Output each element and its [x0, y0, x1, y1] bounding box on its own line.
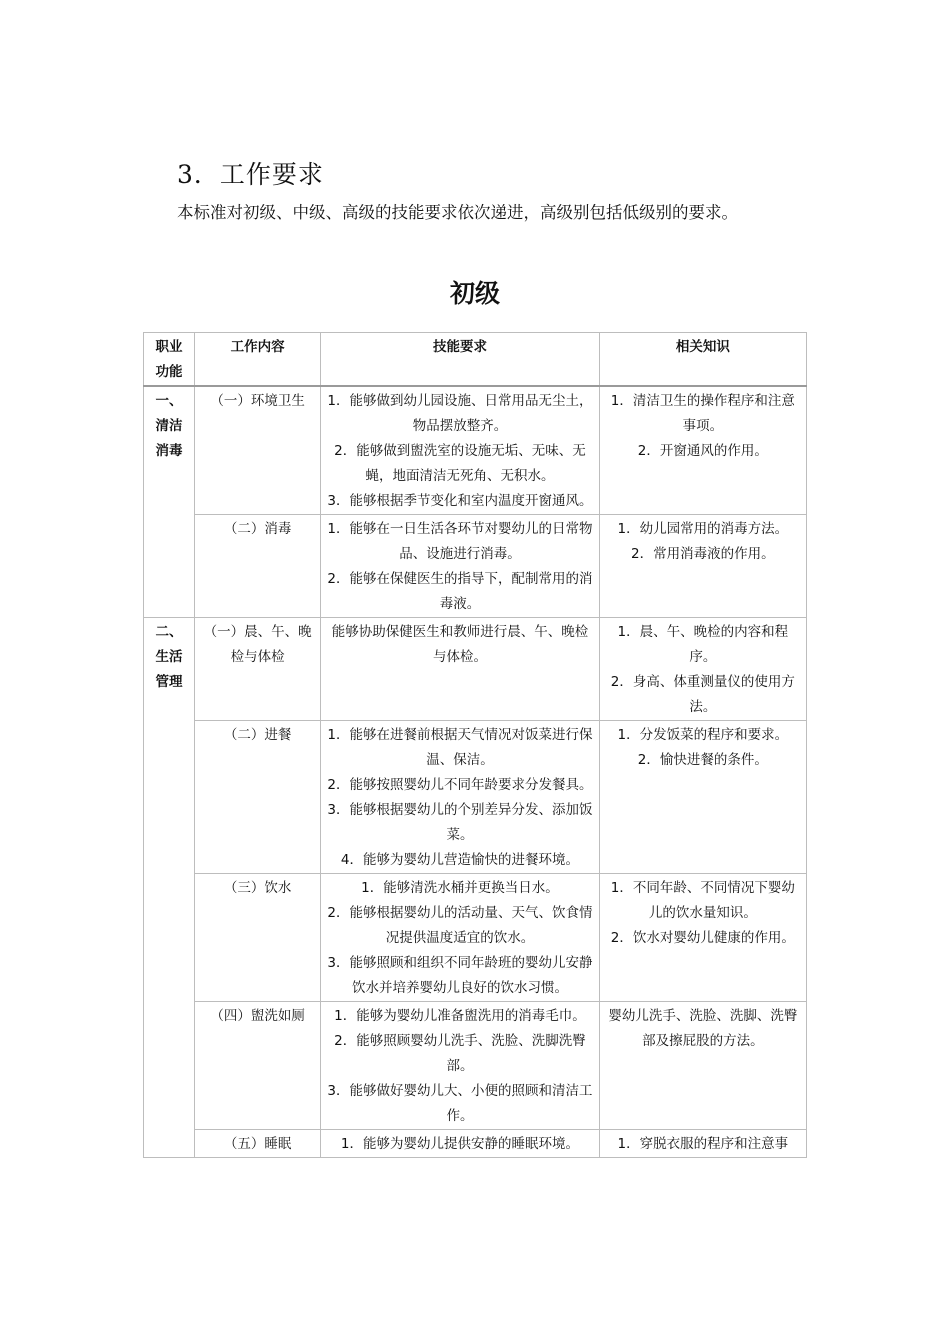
- skill-item: 1．能够为婴幼儿准备盥洗用的消毒毛巾。: [334, 1008, 586, 1024]
- skill-item: 3．能够做好婴幼儿大、小便的照顾和清洁工作。: [327, 1083, 593, 1124]
- skill-item: 3．能够根据季节变化和室内温度开窗通风。: [327, 493, 593, 509]
- content-cell: （四）盥洗如厕: [195, 1002, 321, 1130]
- skill-item: 4．能够为婴幼儿营造愉快的进餐环境。: [340, 852, 579, 868]
- table-row: [144, 874, 807, 1002]
- skill-cell: [321, 1130, 599, 1158]
- knowledge-item: 1．清洁卫生的操作程序和注意事项。: [610, 393, 795, 434]
- skill-item: 2．能够根据婴幼儿的活动量、天气、饮食情况提供温度适宜的饮水。: [327, 905, 593, 946]
- skill-item: 2．能够做到盥洗室的设施无垢、无味、无蝇，地面清洁无死角、无积水。: [334, 443, 586, 484]
- skill-item: 1．能够在进餐前根据天气情况对饭菜进行保温、保洁。: [327, 727, 593, 768]
- knowledge-item: 2．常用消毒液的作用。: [631, 546, 775, 562]
- knowledge-cell: [599, 874, 806, 1002]
- knowledge-cell: [599, 515, 806, 618]
- skill-item: 2．能够在保健医生的指导下，配制常用的消毒液。: [327, 571, 593, 612]
- knowledge-cell: [599, 618, 806, 721]
- header-content: 工作内容: [195, 333, 321, 387]
- table-row: [144, 515, 807, 618]
- knowledge-item: 2．饮水对婴幼儿健康的作用。: [610, 930, 795, 946]
- section-intro: 本标准对初级、中级、高级的技能要求依次递进，高级别包括低级别的要求。: [177, 203, 738, 222]
- section-heading: 3．工作要求: [177, 160, 324, 189]
- skills-table: [143, 332, 807, 1158]
- skill-item: 能够协助保健医生和教师进行晨、午、晚检与体检。: [331, 624, 589, 665]
- knowledge-item: 1．穿脱衣服的程序和注意事: [617, 1136, 789, 1152]
- knowledge-item: 1．分发饭菜的程序和要求。: [617, 727, 789, 743]
- header-knowledge: 相关知识: [599, 333, 806, 387]
- skill-cell: [321, 1002, 599, 1130]
- table-row: [144, 1130, 807, 1158]
- skill-item: 2．能够按照婴幼儿不同年龄要求分发餐具。: [327, 777, 593, 793]
- knowledge-cell: [599, 721, 806, 874]
- header-func: 职业功能: [144, 333, 195, 387]
- table-row: [144, 1002, 807, 1130]
- content-cell: （一）环境卫生: [195, 386, 321, 515]
- knowledge-cell: [599, 1002, 806, 1130]
- knowledge-item: 1．幼儿园常用的消毒方法。: [617, 521, 789, 537]
- table-header-row: [144, 333, 807, 387]
- knowledge-cell: [599, 1130, 806, 1158]
- skill-item: 1．能够为婴幼儿提供安静的睡眠环境。: [340, 1136, 579, 1152]
- content-cell: （五）睡眠: [195, 1130, 321, 1158]
- knowledge-item: 1．不同年龄、不同情况下婴幼儿的饮水量知识。: [610, 880, 795, 921]
- table-row: [144, 386, 807, 515]
- skill-item: 3．能够根据婴幼儿的个别差异分发、添加饭菜。: [327, 802, 593, 843]
- level-title: 初级: [449, 279, 500, 308]
- knowledge-item: 2．身高、体重测量仪的使用方法。: [610, 674, 795, 715]
- knowledge-item: 2．愉快进餐的条件。: [637, 752, 768, 768]
- skill-cell: [321, 874, 599, 1002]
- skill-item: 3．能够照顾和组织不同年龄班的婴幼儿安静饮水并培养婴幼儿良好的饮水习惯。: [327, 955, 593, 996]
- skill-cell: [321, 721, 599, 874]
- knowledge-item: 1．晨、午、晚检的内容和程序。: [617, 624, 789, 665]
- func-cell: 一、清洁消毒: [144, 386, 195, 618]
- content-cell: （二）进餐: [195, 721, 321, 874]
- skill-item: 1．能够在一日生活各环节对婴幼儿的日常物品、设施进行消毒。: [327, 521, 593, 562]
- content-cell: （一）晨、午、晚检与体检: [195, 618, 321, 721]
- content-cell: （三）饮水: [195, 874, 321, 1002]
- header-skill: 技能要求: [321, 333, 599, 387]
- skill-item: 1．能够清洗水桶并更换当日水。: [361, 880, 559, 896]
- knowledge-cell: [599, 386, 806, 515]
- skill-item: 1．能够做到幼儿园设施、日常用品无尘土，物品摆放整齐。: [327, 393, 593, 434]
- func-cell: 二、生活管理: [144, 618, 195, 1158]
- table-row: [144, 618, 807, 721]
- knowledge-item: 2．开窗通风的作用。: [637, 443, 768, 459]
- skill-cell: [321, 618, 599, 721]
- skill-cell: [321, 515, 599, 618]
- skill-cell: [321, 386, 599, 515]
- skill-item: 2．能够照顾婴幼儿洗手、洗脸、洗脚洗臀部。: [334, 1033, 586, 1074]
- knowledge-item: 婴幼儿洗手、洗脸、洗脚、洗臀部及擦屁股的方法。: [608, 1008, 798, 1049]
- table-row: [144, 721, 807, 874]
- content-cell: （二）消毒: [195, 515, 321, 618]
